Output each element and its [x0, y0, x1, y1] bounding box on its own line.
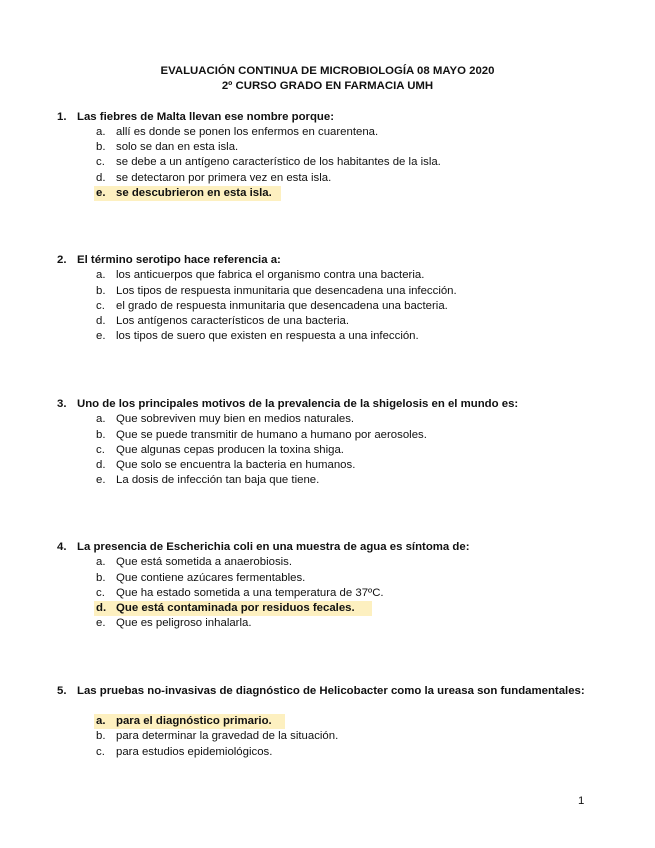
page-number: 1	[578, 795, 585, 807]
question-text: La presencia de Escherichia coli en una muestra de agua es síntoma de:	[77, 541, 470, 553]
option-text: los anticuerpos que fabrica el organismo contra una bacteria.	[116, 269, 425, 281]
option-e	[0, 616, 655, 631]
option-b	[0, 571, 655, 586]
question-number: 5.	[57, 685, 67, 697]
option-letter: c.	[96, 300, 105, 312]
question-text: Las fiebres de Malta llevan ese nombre porque:	[77, 111, 335, 123]
option-d-correct	[0, 601, 655, 616]
option-letter: c.	[96, 587, 105, 599]
option-letter: e.	[96, 617, 106, 629]
option-text: Que ha estado sometida a una temperatura de 37ºC.	[116, 587, 384, 599]
option-text: solo se dan en esta isla.	[116, 141, 239, 153]
option-text: Que contiene azúcares fermentables.	[116, 572, 306, 584]
option-letter: d.	[96, 172, 106, 184]
option-text: los tipos de suero que existen en respuesta a una infección.	[116, 330, 419, 342]
option-e-correct	[0, 186, 655, 201]
option-letter: d.	[96, 459, 106, 471]
option-text: Que algunas cepas producen la toxina shiga.	[116, 444, 344, 456]
option-letter: d.	[96, 602, 107, 614]
option-letter: d.	[96, 315, 106, 327]
option-letter: c.	[96, 156, 105, 168]
option-letter: c.	[96, 444, 105, 456]
option-letter: b.	[96, 429, 106, 441]
option-text: Los antígenos característicos de una bacteria.	[116, 315, 350, 327]
option-a	[0, 555, 655, 570]
option-letter: b.	[96, 730, 106, 742]
option-text: La dosis de infección tan baja que tiene.	[116, 474, 320, 486]
option-text: allí es donde se ponen los enfermos en cuarentena.	[116, 126, 379, 138]
option-text: Que está sometida a anaerobiosis.	[116, 556, 293, 568]
option-text: para determinar la gravedad de la situación.	[116, 730, 339, 742]
option-a	[0, 268, 655, 283]
option-c	[0, 745, 655, 760]
question-text: Uno de los principales motivos de la prevalencia de la shigelosis en el mundo es:	[77, 398, 519, 410]
option-b	[0, 284, 655, 299]
question-number: 3.	[57, 398, 67, 410]
option-text: Los tipos de respuesta inmunitaria que desencadena una infección.	[116, 285, 457, 297]
option-letter: e.	[96, 474, 106, 486]
option-letter: a.	[96, 556, 106, 568]
option-letter: c.	[96, 746, 105, 758]
option-text: Que se puede transmitir de humano a humano por aerosoles.	[116, 429, 427, 441]
option-letter: e.	[96, 187, 106, 199]
option-text: Que está contaminada por residuos fecales.	[116, 602, 355, 614]
question-number: 1.	[57, 111, 67, 123]
option-e	[0, 329, 655, 344]
option-a-correct	[0, 714, 655, 729]
option-letter: a.	[96, 269, 106, 281]
option-letter: b.	[96, 285, 106, 297]
option-letter: b.	[96, 572, 106, 584]
option-b	[0, 428, 655, 443]
option-c	[0, 299, 655, 314]
option-text: se descubrieron en esta isla.	[116, 187, 272, 199]
option-letter: a.	[96, 715, 106, 727]
option-text: para estudios epidemiológicos.	[116, 746, 273, 758]
option-letter: a.	[96, 126, 106, 138]
option-d	[0, 171, 655, 186]
option-letter: e.	[96, 330, 106, 342]
exam-header	[0, 64, 655, 94]
question-text: Las pruebas no-invasivas de diagnóstico de Helicobacter como la ureasa son fundamentales:	[77, 685, 585, 697]
option-text: Que es peligroso inhalarla.	[116, 617, 252, 629]
option-text: para el diagnóstico primario.	[116, 715, 272, 727]
option-letter: a.	[96, 413, 106, 425]
option-text: se detectaron por primera vez en esta isla.	[116, 172, 332, 184]
exam-subtitle: 2º CURSO GRADO EN FARMACIA UMH	[221, 80, 434, 92]
option-letter: b.	[96, 141, 106, 153]
option-text: el grado de respuesta inmunitaria que desencadena una bacteria.	[116, 300, 448, 312]
question-number: 4.	[57, 541, 67, 553]
option-c	[0, 155, 655, 170]
option-text: Que solo se encuentra la bacteria en humanos.	[116, 459, 356, 471]
option-c	[0, 586, 655, 601]
option-text: se debe a un antígeno característico de los habitantes de la isla.	[116, 156, 441, 168]
option-a	[0, 412, 655, 427]
option-d	[0, 458, 655, 473]
option-d	[0, 314, 655, 329]
question-number: 2.	[57, 254, 67, 266]
option-text: Que sobreviven muy bien en medios naturales.	[116, 413, 355, 425]
option-a	[0, 125, 655, 140]
option-c	[0, 443, 655, 458]
option-e	[0, 473, 655, 488]
option-b	[0, 140, 655, 155]
exam-title: EVALUACIÓN CONTINUA DE MICROBIOLOGÍA 08 MAYO 2020	[160, 65, 495, 77]
question-text: El término serotipo hace referencia a:	[77, 254, 281, 266]
option-b	[0, 729, 655, 744]
